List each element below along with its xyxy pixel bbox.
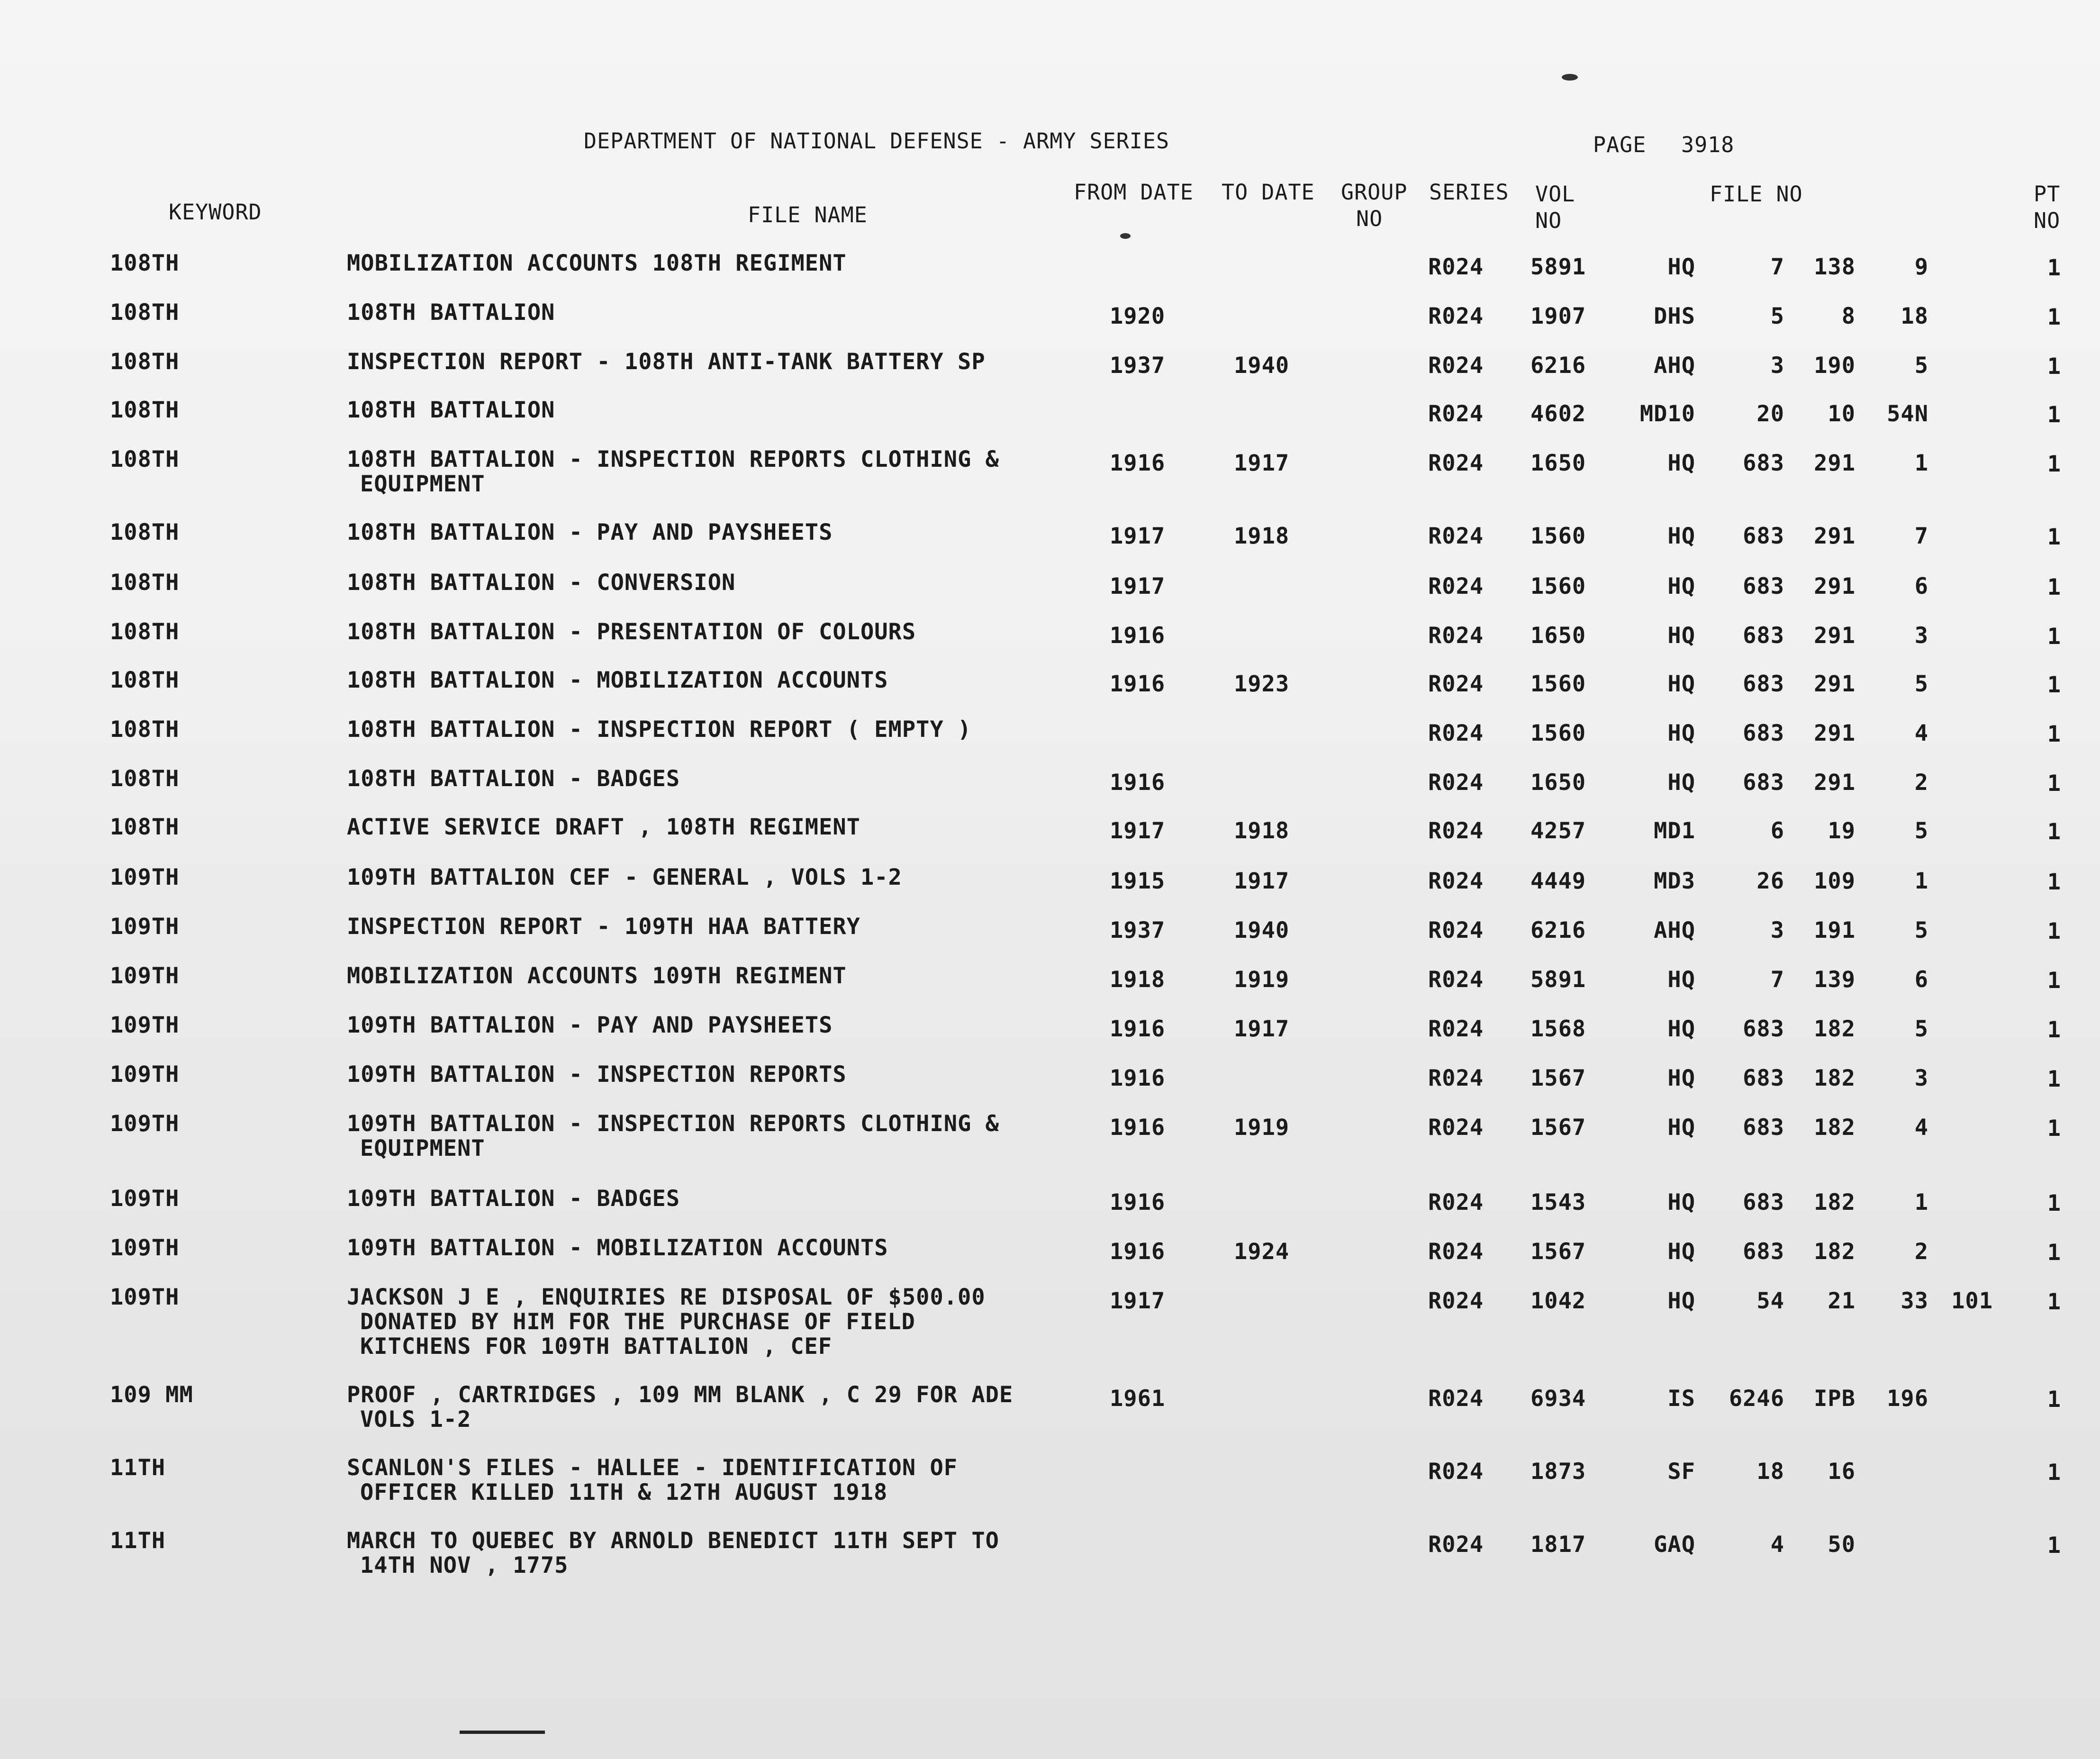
to-date-cell: 1918 xyxy=(1234,523,1290,549)
vol-cell: 1543 xyxy=(1530,1189,1586,1215)
file-name-line: 109TH BATTALION - BADGES xyxy=(347,1186,680,1212)
file-no-part: HQ xyxy=(1667,1016,1695,1042)
file-name-line: 109TH BATTALION CEF - GENERAL , VOLS 1-2 xyxy=(347,864,902,890)
file-no-part: 683 xyxy=(1743,1239,1784,1265)
pt-no-cell: 1 xyxy=(2047,1460,2061,1486)
keyword-cell: 109TH xyxy=(110,864,180,890)
file-no-part: 138 xyxy=(1814,254,1856,280)
file-no-part: 5 xyxy=(1914,917,1928,943)
file-no-part: 291 xyxy=(1814,623,1856,649)
vol-cell: 1042 xyxy=(1530,1288,1586,1314)
series-cell: R024 xyxy=(1428,254,1484,280)
file-name-line: MARCH TO QUEBEC BY ARNOLD BENEDICT 11TH SEPT TO xyxy=(347,1528,999,1554)
pt-no-cell: 1 xyxy=(2047,1240,2061,1266)
pt-no-cell: 1 xyxy=(2047,819,2061,845)
header-vol: VOL xyxy=(1535,181,1575,207)
to-date-cell: 1919 xyxy=(1234,967,1290,993)
file-no-part: 291 xyxy=(1814,523,1856,549)
file-name-line: 108TH BATTALION - CONVERSION xyxy=(347,570,736,596)
file-no-part: HQ xyxy=(1667,720,1695,746)
from-date-cell: 1916 xyxy=(1110,1065,1166,1091)
keyword-cell: 108TH xyxy=(110,299,180,326)
file-no-part: MD10 xyxy=(1639,401,1695,427)
file-no-part: 5 xyxy=(1770,303,1784,329)
vol-cell: 1560 xyxy=(1530,573,1586,599)
file-no-part: GAQ xyxy=(1654,1532,1695,1558)
series-cell: R024 xyxy=(1428,1065,1484,1091)
file-no-part: 191 xyxy=(1814,917,1856,943)
pt-no-cell: 1 xyxy=(2047,574,2061,600)
file-no-part: 1 xyxy=(1914,868,1928,894)
file-name-line: JACKSON J E , ENQUIRIES RE DISPOSAL OF $500.00 xyxy=(347,1284,986,1310)
from-date-cell: 1916 xyxy=(1110,1239,1166,1265)
keyword-cell: 108TH xyxy=(110,349,180,375)
file-name-line: KITCHENS FOR 109TH BATTALION , CEF xyxy=(360,1333,833,1360)
file-name-line: 108TH BATTALION xyxy=(347,397,555,423)
file-name-line: PROOF , CARTRIDGES , 109 MM BLANK , C 29 FOR ADE xyxy=(347,1382,1014,1408)
vol-cell: 1650 xyxy=(1530,770,1586,796)
file-no-part: 1 xyxy=(1914,450,1928,476)
from-date-cell: 1937 xyxy=(1110,917,1166,943)
file-no-part: 182 xyxy=(1814,1065,1856,1091)
from-date-cell: 1916 xyxy=(1110,1016,1166,1042)
file-no-part: 16 xyxy=(1828,1459,1856,1485)
pt-no-cell: 1 xyxy=(2047,1066,2061,1092)
vol-cell: 5891 xyxy=(1530,967,1586,993)
keyword-cell: 109TH xyxy=(110,1284,180,1310)
file-name-line: EQUIPMENT xyxy=(360,1135,485,1161)
file-no-part: SF xyxy=(1667,1459,1695,1485)
file-name-line: 109TH BATTALION - INSPECTION REPORTS xyxy=(347,1061,847,1088)
from-date-cell: 1961 xyxy=(1110,1386,1166,1412)
file-name-line: DONATED BY HIM FOR THE PURCHASE OF FIELD xyxy=(360,1309,915,1335)
keyword-cell: 108TH xyxy=(110,250,180,276)
pt-no-cell: 1 xyxy=(2047,672,2061,698)
file-name-line: 109TH BATTALION - INSPECTION REPORTS CLOTHING & xyxy=(347,1111,999,1137)
file-no-part: 182 xyxy=(1814,1239,1856,1265)
to-date-cell: 1917 xyxy=(1234,1016,1290,1042)
vol-cell: 1650 xyxy=(1530,450,1586,476)
page-number: 3918 xyxy=(1681,132,1735,157)
vol-cell: 6934 xyxy=(1530,1386,1586,1412)
file-no-part: 190 xyxy=(1814,353,1856,379)
file-no-part: 50 xyxy=(1828,1532,1856,1558)
file-no-part: 7 xyxy=(1770,967,1784,993)
page-title: DEPARTMENT OF NATIONAL DEFENSE - ARMY SERIES xyxy=(584,128,1170,154)
series-cell: R024 xyxy=(1428,303,1484,329)
file-no-part: 5 xyxy=(1914,818,1928,844)
series-cell: R024 xyxy=(1428,720,1484,746)
pt-no-cell: 1 xyxy=(2047,1289,2061,1315)
series-cell: R024 xyxy=(1428,523,1484,549)
file-name-line: MOBILIZATION ACCOUNTS 108TH REGIMENT xyxy=(347,250,847,276)
vol-cell: 6216 xyxy=(1530,917,1586,943)
header-keyword: KEYWORD xyxy=(169,199,262,225)
file-no-part: HQ xyxy=(1667,623,1695,649)
to-date-cell: 1940 xyxy=(1234,917,1290,943)
file-no-part: HQ xyxy=(1667,450,1695,476)
keyword-cell: 109TH xyxy=(110,1061,180,1088)
keyword-cell: 108TH xyxy=(110,716,180,743)
file-no-part: 683 xyxy=(1743,1016,1784,1042)
to-date-cell: 1923 xyxy=(1234,671,1290,697)
file-no-part: 26 xyxy=(1756,868,1784,894)
keyword-cell: 108TH xyxy=(110,814,180,840)
ink-speck xyxy=(1562,74,1578,81)
keyword-cell: 109TH xyxy=(110,1186,180,1212)
file-no-part: 54 xyxy=(1756,1288,1784,1314)
file-no-part: 7 xyxy=(1914,523,1928,549)
file-no-part: 683 xyxy=(1743,1189,1784,1215)
vol-cell: 4257 xyxy=(1530,818,1586,844)
pt-no-cell: 1 xyxy=(2047,1115,2061,1142)
file-no-part: 683 xyxy=(1743,450,1784,476)
file-name-line: INSPECTION REPORT - 108TH ANTI-TANK BATTERY SP xyxy=(347,349,986,375)
file-name-line: SCANLON'S FILES - HALLEE - IDENTIFICATION OF xyxy=(347,1455,958,1481)
vol-cell: 1568 xyxy=(1530,1016,1586,1042)
keyword-cell: 109 MM xyxy=(110,1382,193,1408)
file-no-part: AHQ xyxy=(1654,353,1695,379)
file-no-part: 5 xyxy=(1914,353,1928,379)
series-cell: R024 xyxy=(1428,1532,1484,1558)
series-cell: R024 xyxy=(1428,353,1484,379)
pt-no-cell: 1 xyxy=(2047,1017,2061,1043)
pt-no-cell: 1 xyxy=(2047,304,2061,330)
file-no-part: HQ xyxy=(1667,671,1695,697)
to-date-cell: 1918 xyxy=(1234,818,1290,844)
file-no-part: HQ xyxy=(1667,1239,1695,1265)
pt-no-cell: 1 xyxy=(2047,1190,2061,1216)
page-label: PAGE xyxy=(1593,132,1647,157)
pt-no-cell: 1 xyxy=(2047,771,2061,797)
header-pt: PT xyxy=(2034,181,2061,207)
file-no-part: 683 xyxy=(1743,1065,1784,1091)
to-date-cell: 1940 xyxy=(1234,353,1290,379)
vol-cell: 6216 xyxy=(1530,353,1586,379)
file-no-part: 196 xyxy=(1887,1386,1928,1412)
file-no-part: 7 xyxy=(1770,254,1784,280)
file-name-line: OFFICER KILLED 11TH & 12TH AUGUST 1918 xyxy=(360,1479,888,1505)
pt-no-cell: 1 xyxy=(2047,402,2061,428)
series-cell: R024 xyxy=(1428,1459,1484,1485)
file-no-part: 6246 xyxy=(1729,1386,1784,1412)
keyword-cell: 11TH xyxy=(110,1528,166,1554)
file-no-part: 291 xyxy=(1814,671,1856,697)
keyword-cell: 108TH xyxy=(110,570,180,596)
keyword-cell: 109TH xyxy=(110,1111,180,1137)
pt-no-cell: 1 xyxy=(2047,354,2061,380)
file-no-part: 6 xyxy=(1914,573,1928,599)
from-date-cell: 1916 xyxy=(1110,671,1166,697)
file-no-part: HQ xyxy=(1667,523,1695,549)
file-no-part: 6 xyxy=(1770,818,1784,844)
file-no-part: 3 xyxy=(1770,353,1784,379)
pt-no-cell: 1 xyxy=(2047,451,2061,477)
file-no-part: 4 xyxy=(1914,1115,1928,1141)
bottom-rule xyxy=(460,1731,545,1734)
from-date-cell: 1918 xyxy=(1110,967,1166,993)
file-no-part: IS xyxy=(1667,1386,1695,1412)
file-no-part: 109 xyxy=(1814,868,1856,894)
series-cell: R024 xyxy=(1428,1016,1484,1042)
file-no-part: HQ xyxy=(1667,770,1695,796)
to-date-cell: 1917 xyxy=(1234,868,1290,894)
file-no-part: 683 xyxy=(1743,770,1784,796)
file-no-part: MD3 xyxy=(1654,868,1695,894)
header-to-date: TO DATE xyxy=(1222,180,1315,205)
vol-cell: 1567 xyxy=(1530,1239,1586,1265)
keyword-cell: 108TH xyxy=(110,619,180,645)
file-no-part: 19 xyxy=(1828,818,1856,844)
from-date-cell: 1937 xyxy=(1110,353,1166,379)
keyword-cell: 108TH xyxy=(110,397,180,423)
file-name-line: 14TH NOV , 1775 xyxy=(360,1552,569,1578)
file-no-part: 291 xyxy=(1814,450,1856,476)
from-date-cell: 1916 xyxy=(1110,1115,1166,1141)
file-no-part: HQ xyxy=(1667,1115,1695,1141)
file-no-part: 6 xyxy=(1914,967,1928,993)
file-name-line: 108TH BATTALION - INSPECTION REPORTS CLOTHING & xyxy=(347,446,999,472)
pt-no-cell: 1 xyxy=(2047,255,2061,281)
series-cell: R024 xyxy=(1428,450,1484,476)
file-no-part: 33 xyxy=(1901,1288,1928,1314)
header-group: GROUP xyxy=(1341,180,1408,205)
vol-cell: 1567 xyxy=(1530,1115,1586,1141)
keyword-cell: 109TH xyxy=(110,1012,180,1038)
file-no-part: 182 xyxy=(1814,1189,1856,1215)
file-no-part: 683 xyxy=(1743,720,1784,746)
ink-speck xyxy=(1120,233,1131,239)
vol-cell: 1567 xyxy=(1530,1065,1586,1091)
pt-no-cell: 1 xyxy=(2047,968,2061,994)
file-no-part: HQ xyxy=(1667,1065,1695,1091)
vol-cell: 4449 xyxy=(1530,868,1586,894)
to-date-cell: 1924 xyxy=(1234,1239,1290,1265)
keyword-cell: 11TH xyxy=(110,1455,166,1481)
file-no-part: 683 xyxy=(1743,523,1784,549)
file-no-part: 683 xyxy=(1743,623,1784,649)
vol-cell: 1817 xyxy=(1530,1532,1586,1558)
from-date-cell: 1916 xyxy=(1110,450,1166,476)
file-no-part: HQ xyxy=(1667,967,1695,993)
file-name-line: 109TH BATTALION - PAY AND PAYSHEETS xyxy=(347,1012,833,1038)
file-name-line: EQUIPMENT xyxy=(360,471,485,497)
file-no-part: 3 xyxy=(1914,1065,1928,1091)
file-no-part: HQ xyxy=(1667,1189,1695,1215)
file-name-line: 108TH BATTALION - MOBILIZATION ACCOUNTS xyxy=(347,667,888,693)
from-date-cell: 1916 xyxy=(1110,770,1166,796)
vol-cell: 1560 xyxy=(1530,523,1586,549)
series-cell: R024 xyxy=(1428,917,1484,943)
file-no-part: 4 xyxy=(1770,1532,1784,1558)
from-date-cell: 1917 xyxy=(1110,818,1166,844)
from-date-cell: 1916 xyxy=(1110,1189,1166,1215)
series-cell: R024 xyxy=(1428,1239,1484,1265)
keyword-cell: 109TH xyxy=(110,1235,180,1261)
file-name-line: VOLS 1-2 xyxy=(360,1406,471,1433)
file-no-part: 1 xyxy=(1914,1189,1928,1215)
file-name-line: INSPECTION REPORT - 109TH HAA BATTERY xyxy=(347,914,860,940)
file-no-part: 101 xyxy=(1951,1288,1993,1314)
file-no-part: 2 xyxy=(1914,1239,1928,1265)
header-group-no: NO xyxy=(1356,206,1383,231)
pt-no-cell: 1 xyxy=(2047,524,2061,550)
vol-cell: 1560 xyxy=(1530,720,1586,746)
series-cell: R024 xyxy=(1428,818,1484,844)
file-name-line: 108TH BATTALION xyxy=(347,299,555,326)
file-name-line: ACTIVE SERVICE DRAFT , 108TH REGIMENT xyxy=(347,814,860,840)
file-no-part: 683 xyxy=(1743,671,1784,697)
file-no-part: 54N xyxy=(1887,401,1928,427)
file-no-part: 4 xyxy=(1914,720,1928,746)
series-cell: R024 xyxy=(1428,623,1484,649)
to-date-cell: 1919 xyxy=(1234,1115,1290,1141)
file-no-part: 20 xyxy=(1756,401,1784,427)
series-cell: R024 xyxy=(1428,770,1484,796)
file-name-line: 108TH BATTALION - BADGES xyxy=(347,766,680,792)
file-no-part: 5 xyxy=(1914,671,1928,697)
file-no-part: 9 xyxy=(1914,254,1928,280)
vol-cell: 1907 xyxy=(1530,303,1586,329)
file-name-line: MOBILIZATION ACCOUNTS 109TH REGIMENT xyxy=(347,963,847,989)
file-no-part: DHS xyxy=(1654,303,1695,329)
pt-no-cell: 1 xyxy=(2047,721,2061,747)
keyword-cell: 109TH xyxy=(110,914,180,940)
keyword-cell: 108TH xyxy=(110,446,180,472)
file-no-part: 683 xyxy=(1743,573,1784,599)
header-vol-no: NO xyxy=(1535,208,1562,233)
file-name-line: 108TH BATTALION - PAY AND PAYSHEETS xyxy=(347,519,833,545)
from-date-cell: 1917 xyxy=(1110,523,1166,549)
file-no-part: 182 xyxy=(1814,1115,1856,1141)
file-no-part: 3 xyxy=(1770,917,1784,943)
vol-cell: 5891 xyxy=(1530,254,1586,280)
from-date-cell: 1915 xyxy=(1110,868,1166,894)
file-name-line: 109TH BATTALION - MOBILIZATION ACCOUNTS xyxy=(347,1235,888,1261)
file-no-part: 683 xyxy=(1743,1115,1784,1141)
header-pt-no: NO xyxy=(2034,208,2061,233)
vol-cell: 1650 xyxy=(1530,623,1586,649)
pt-no-cell: 1 xyxy=(2047,869,2061,895)
file-no-part: 139 xyxy=(1814,967,1856,993)
file-no-part: 291 xyxy=(1814,720,1856,746)
header-from-date: FROM DATE xyxy=(1074,180,1194,205)
file-no-part: 21 xyxy=(1828,1288,1856,1314)
series-cell: R024 xyxy=(1428,573,1484,599)
series-cell: R024 xyxy=(1428,1115,1484,1141)
vol-cell: 1873 xyxy=(1530,1459,1586,1485)
from-date-cell: 1917 xyxy=(1110,573,1166,599)
header-file-no: FILE NO xyxy=(1710,181,1803,207)
series-cell: R024 xyxy=(1428,671,1484,697)
series-cell: R024 xyxy=(1428,401,1484,427)
file-no-part: MD1 xyxy=(1654,818,1695,844)
pt-no-cell: 1 xyxy=(2047,918,2061,944)
keyword-cell: 108TH xyxy=(110,667,180,693)
file-no-part: AHQ xyxy=(1654,917,1695,943)
header-file-name: FILE NAME xyxy=(748,202,868,227)
vol-cell: 4602 xyxy=(1530,401,1586,427)
pt-no-cell: 1 xyxy=(2047,624,2061,650)
keyword-cell: 108TH xyxy=(110,519,180,545)
keyword-cell: 109TH xyxy=(110,963,180,989)
file-no-part: 10 xyxy=(1828,401,1856,427)
file-no-part: 8 xyxy=(1841,303,1856,329)
series-cell: R024 xyxy=(1428,868,1484,894)
file-no-part: HQ xyxy=(1667,1288,1695,1314)
pt-no-cell: 1 xyxy=(2047,1532,2061,1559)
file-no-part: HQ xyxy=(1667,254,1695,280)
file-no-part: 5 xyxy=(1914,1016,1928,1042)
file-no-part: 18 xyxy=(1756,1459,1784,1485)
file-no-part: 291 xyxy=(1814,770,1856,796)
series-cell: R024 xyxy=(1428,1189,1484,1215)
keyword-cell: 108TH xyxy=(110,766,180,792)
file-no-part: IPB xyxy=(1814,1386,1856,1412)
series-cell: R024 xyxy=(1428,1288,1484,1314)
file-no-part: 291 xyxy=(1814,573,1856,599)
header-series: SERIES xyxy=(1429,180,1509,205)
pt-no-cell: 1 xyxy=(2047,1387,2061,1413)
file-name-line: 108TH BATTALION - INSPECTION REPORT ( EMPTY ) xyxy=(347,716,972,743)
from-date-cell: 1917 xyxy=(1110,1288,1166,1314)
series-cell: R024 xyxy=(1428,1386,1484,1412)
file-no-part: HQ xyxy=(1667,573,1695,599)
file-no-part: 182 xyxy=(1814,1016,1856,1042)
to-date-cell: 1917 xyxy=(1234,450,1290,476)
file-no-part: 2 xyxy=(1914,770,1928,796)
series-cell: R024 xyxy=(1428,967,1484,993)
from-date-cell: 1920 xyxy=(1110,303,1166,329)
file-name-line: 108TH BATTALION - PRESENTATION OF COLOURS xyxy=(347,619,916,645)
file-no-part: 18 xyxy=(1901,303,1928,329)
from-date-cell: 1916 xyxy=(1110,623,1166,649)
vol-cell: 1560 xyxy=(1530,671,1586,697)
file-no-part: 3 xyxy=(1914,623,1928,649)
